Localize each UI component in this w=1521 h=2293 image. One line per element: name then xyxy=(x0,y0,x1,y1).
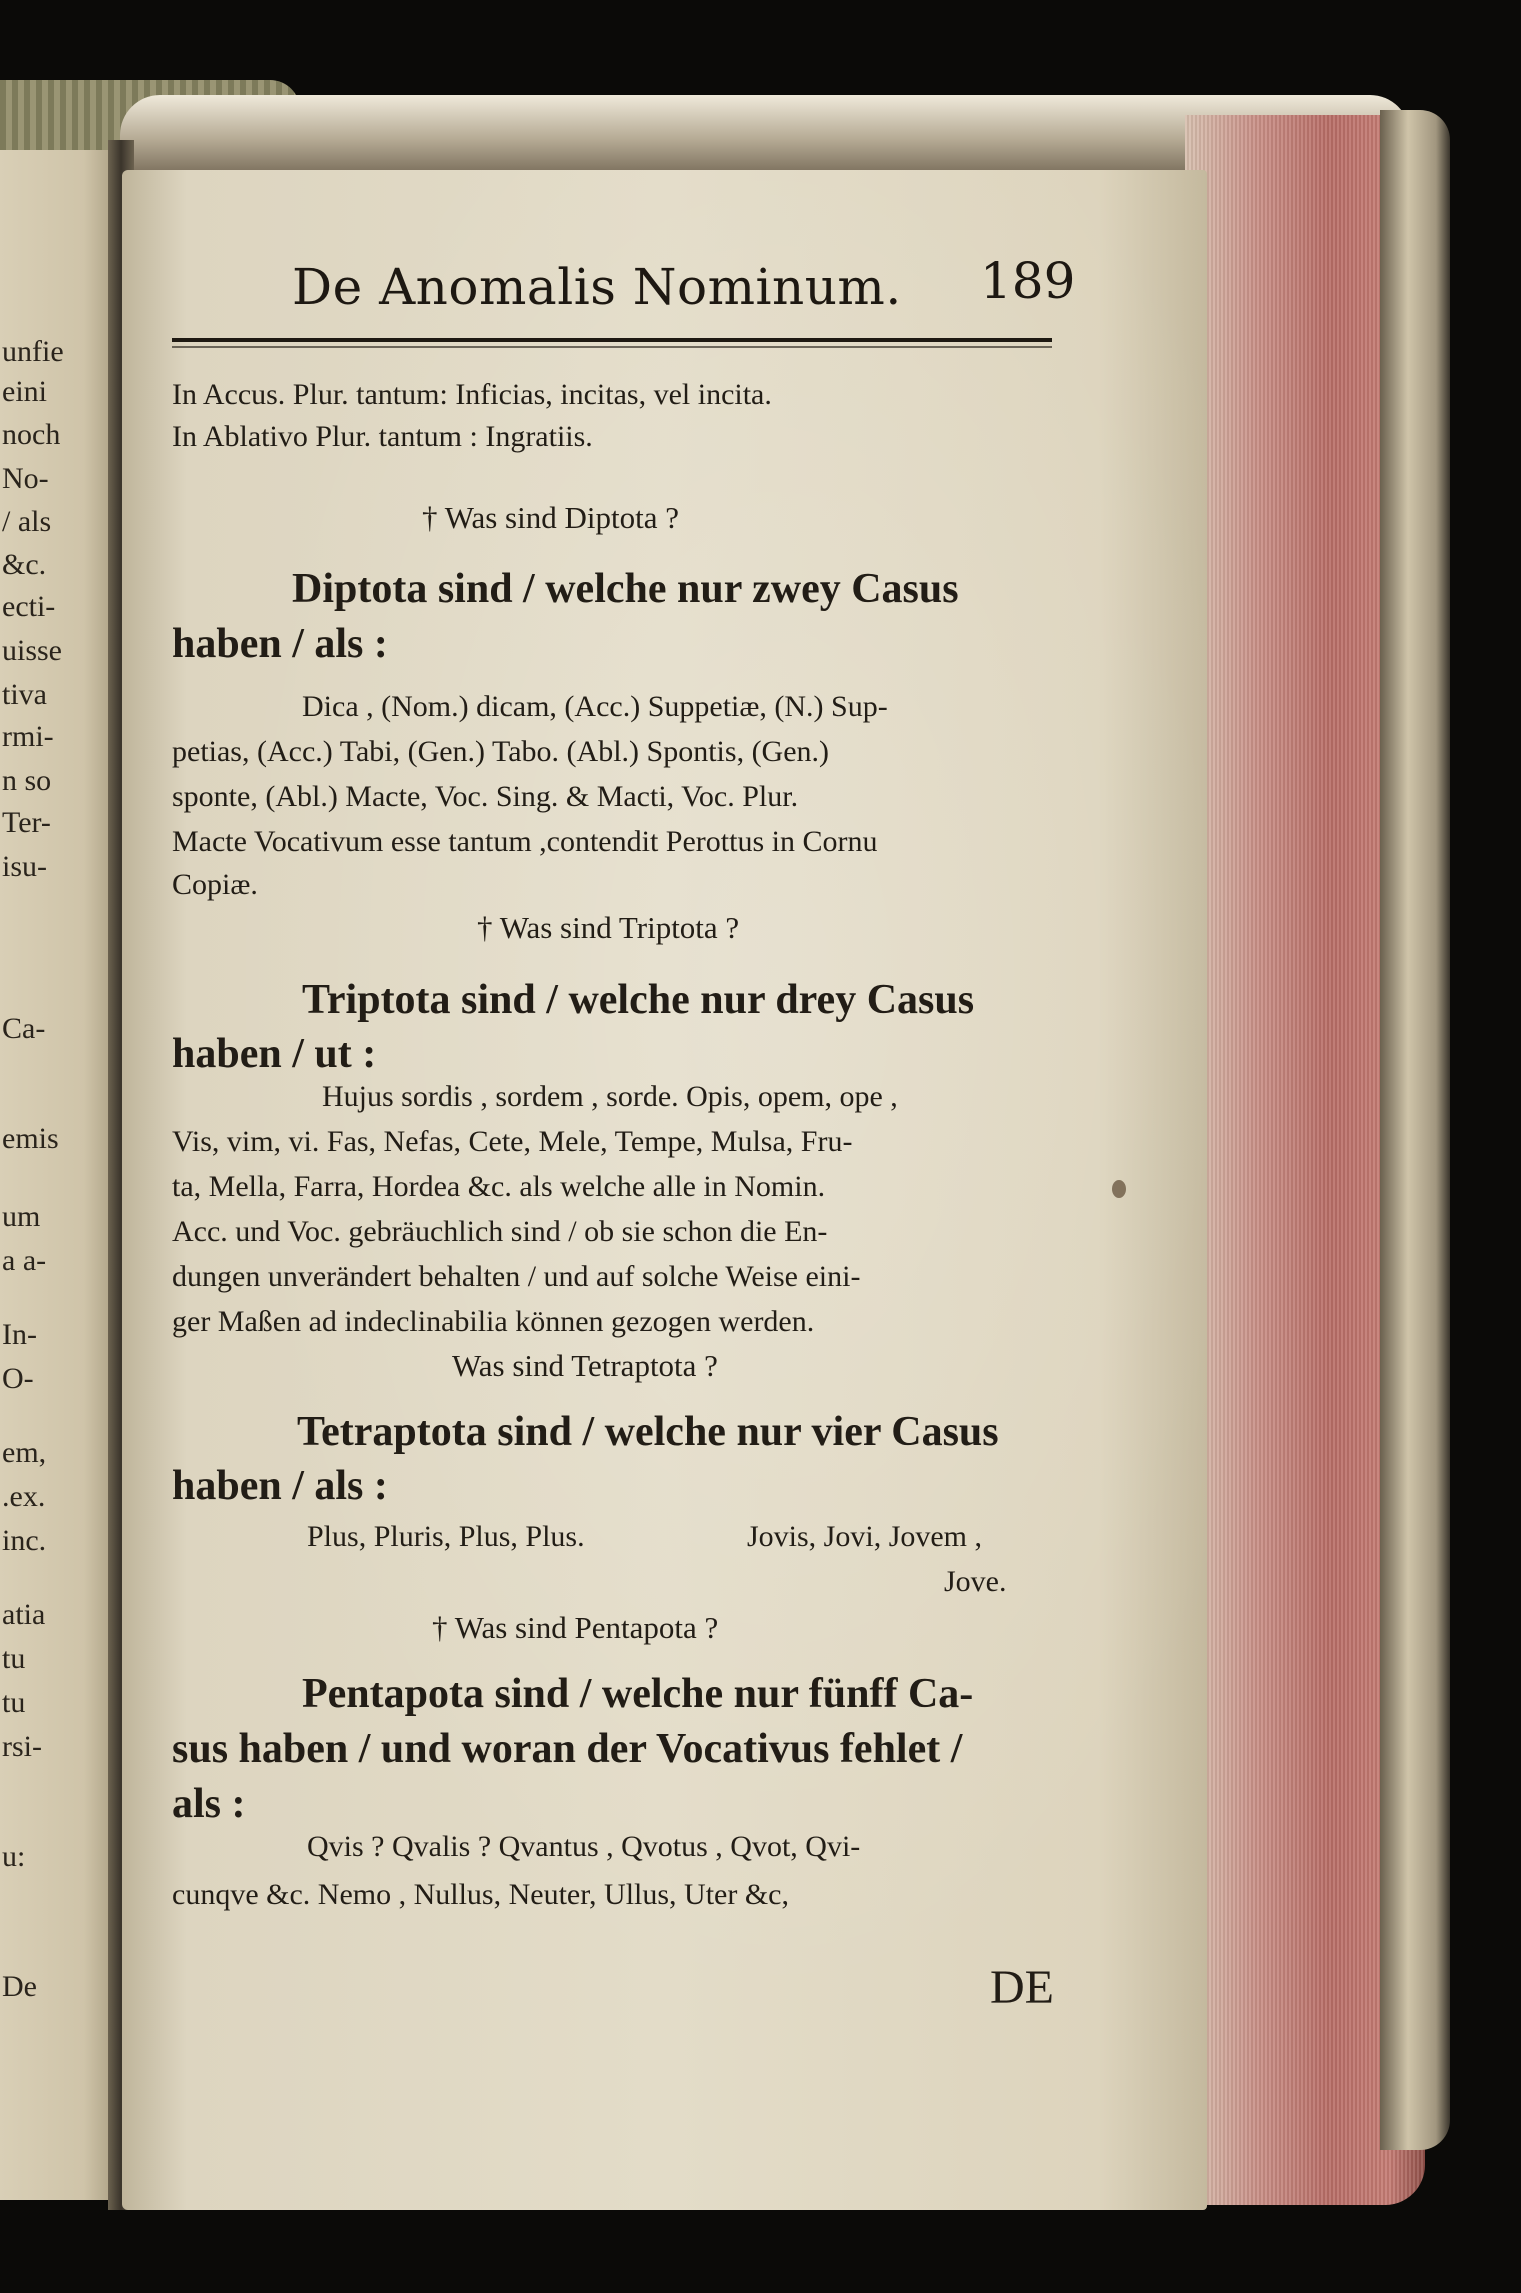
left-fragment: uisse xyxy=(2,634,62,667)
answer-diptota: Diptota sind / welche nur zwey Casus xyxy=(292,566,959,612)
example-line: Hujus sordis , sordem , sorde. Opis, opem, ope , xyxy=(322,1080,898,1113)
example-line: ta, Mella, Farra, Hordea &c. als welche alle in Nomin. xyxy=(172,1170,826,1203)
left-fragment: unfie xyxy=(2,335,64,368)
left-fragment: tu xyxy=(2,1686,26,1719)
left-fragment: De xyxy=(2,1970,37,2003)
answer-tetraptota: Tetraptota sind / welche nur vier Casus xyxy=(297,1409,999,1455)
left-fragment: em, xyxy=(2,1436,47,1469)
answer-triptota: haben / ut : xyxy=(172,1031,377,1077)
right-page xyxy=(122,170,1207,2210)
question-tetraptota: Was sind Tetraptota ? xyxy=(452,1348,718,1383)
example-line: Vis, vim, vi. Fas, Nefas, Cete, Mele, Tempe, Mulsa, Fru- xyxy=(172,1125,853,1158)
left-fragment: .ex. xyxy=(2,1480,46,1513)
intro-line: In Ablativo Plur. tantum : Ingratiis. xyxy=(172,420,593,453)
example-line: Plus, Pluris, Plus, Plus. xyxy=(307,1520,585,1553)
example-line: Acc. und Voc. gebräuchlich sind / ob sie schon die En- xyxy=(172,1215,828,1248)
example-line: ger Maßen ad indeclinabilia können gezogen werden. xyxy=(172,1305,815,1338)
left-fragment: rmi- xyxy=(2,720,54,753)
page-content xyxy=(122,170,1207,2210)
left-fragment: &c. xyxy=(2,548,47,581)
answer-tetraptota: haben / als : xyxy=(172,1463,388,1509)
left-fragment: um xyxy=(2,1200,41,1233)
left-fragment: O- xyxy=(2,1362,34,1395)
left-fragment: No- xyxy=(2,462,49,495)
left-fragment: tu xyxy=(2,1642,26,1675)
left-fragment: noch xyxy=(2,418,61,451)
example-line: Jove. xyxy=(944,1565,1007,1598)
left-fragment: atia xyxy=(2,1598,46,1631)
left-page-edge xyxy=(0,150,120,2200)
left-fragment: a a- xyxy=(2,1244,47,1277)
ink-spot xyxy=(1112,1180,1126,1198)
left-fragment: Ca- xyxy=(2,1012,46,1045)
example-line: Dica , (Nom.) dicam, (Acc.) Suppetiæ, (N.) Sup- xyxy=(302,690,888,723)
example-line: Jovis, Jovi, Jovem , xyxy=(747,1520,983,1553)
book-cover-edge xyxy=(1380,110,1450,2150)
example-line: cunqve &c. Nemo , Nullus, Neuter, Ullus, Uter &c, xyxy=(172,1878,789,1911)
example-line: Qvis ? Qvalis ? Qvantus , Qvotus , Qvot, Qvi- xyxy=(307,1830,861,1863)
intro-line: In Accus. Plur. tantum: Inficias, incitas, vel incita. xyxy=(172,378,772,411)
left-fragment: In- xyxy=(2,1318,37,1351)
example-line: dungen unverändert behalten / und auf solche Weise eini- xyxy=(172,1260,861,1293)
question-triptota: † Was sind Triptota ? xyxy=(477,910,740,945)
left-fragment: isu- xyxy=(2,850,47,883)
answer-triptota: Triptota sind / welche nur drey Casus xyxy=(302,977,975,1023)
answer-pentapota: Pentapota sind / welche nur fünff Ca- xyxy=(302,1671,974,1717)
question-pentapota: † Was sind Pentapota ? xyxy=(432,1610,719,1645)
header-rule xyxy=(172,338,1052,342)
left-fragment: n so xyxy=(2,764,52,797)
running-head: De Anomalis Nominum. xyxy=(292,258,902,316)
answer-pentapota: sus haben / und woran der Vocativus fehlet / xyxy=(172,1726,963,1772)
left-fragment: inc. xyxy=(2,1524,47,1557)
header-rule-thin xyxy=(172,346,1052,348)
left-fragment: u: xyxy=(2,1840,26,1873)
catchword: DE xyxy=(990,1961,1054,2014)
question-diptota: † Was sind Diptota ? xyxy=(422,500,679,535)
answer-diptota: haben / als : xyxy=(172,621,388,667)
left-fragment: tiva xyxy=(2,678,47,711)
left-fragment: Ter- xyxy=(2,806,51,839)
left-fragment: / als xyxy=(2,505,52,538)
answer-pentapota: als : xyxy=(172,1781,246,1827)
left-fragment: eini xyxy=(2,375,47,408)
example-line: Copiæ. xyxy=(172,868,258,901)
example-line: petias, (Acc.) Tabi, (Gen.) Tabo. (Abl.) Spontis, (Gen.) xyxy=(172,735,830,768)
example-line: sponte, (Abl.) Macte, Voc. Sing. & Macti, Voc. Plur. xyxy=(172,780,799,813)
left-fragment: rsi- xyxy=(2,1730,42,1763)
page-number: 189 xyxy=(980,252,1076,310)
example-line: Macte Vocativum esse tantum ,contendit Perottus in Cornu xyxy=(172,825,878,858)
left-fragment: emis xyxy=(2,1122,59,1155)
left-fragment: ecti- xyxy=(2,590,56,623)
